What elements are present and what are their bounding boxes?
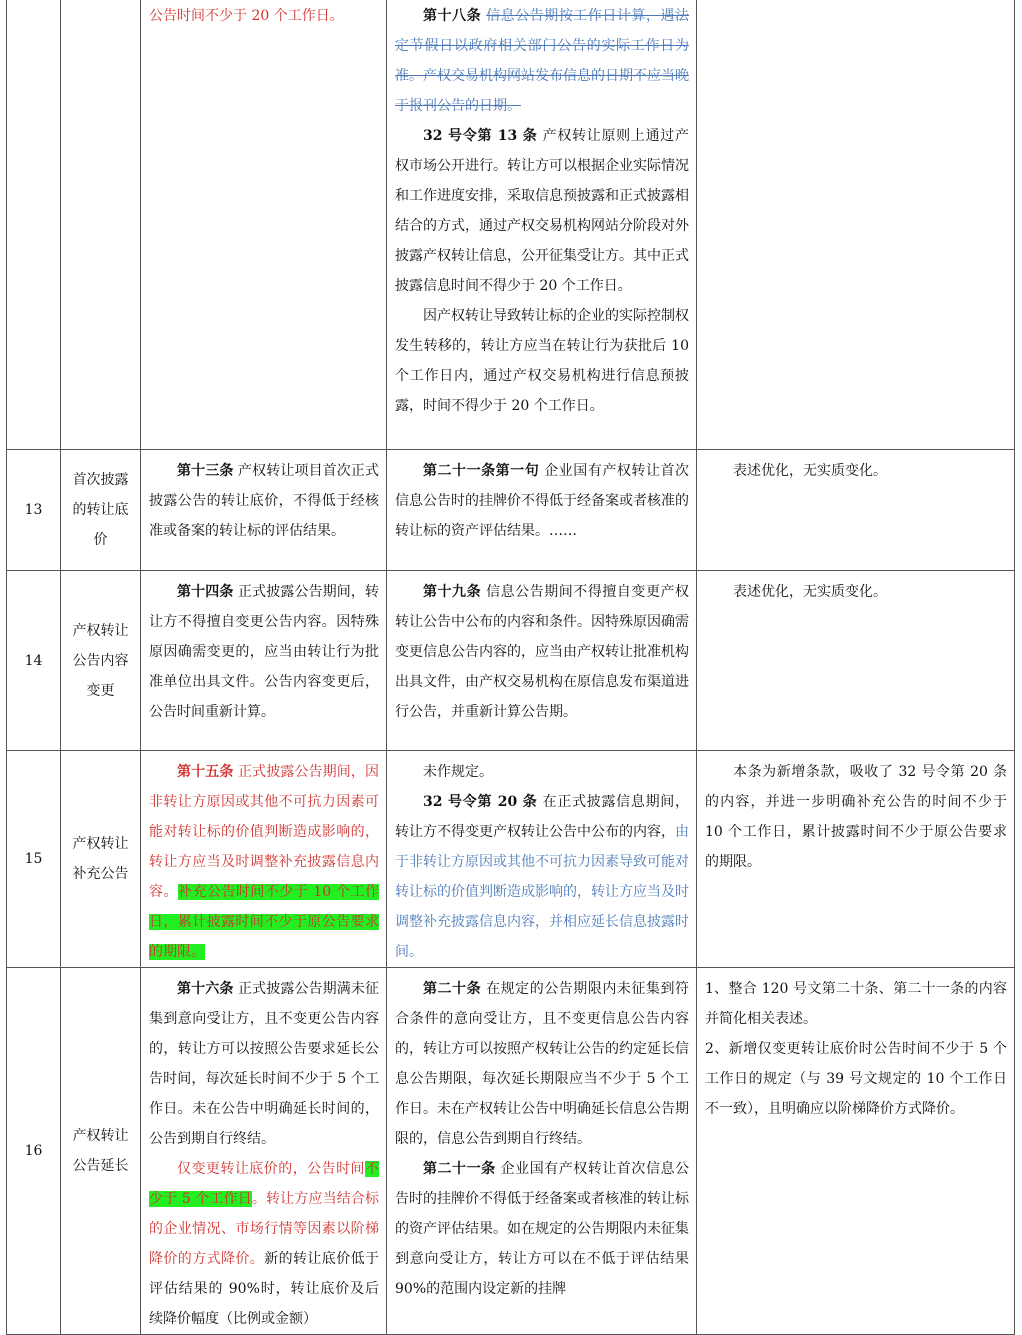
article-heading: 第二十一条第一句 <box>423 463 540 479</box>
text-run: 未作规定。 <box>423 764 493 780</box>
new-regulation-cell <box>141 968 387 1335</box>
comparison-note-cell <box>697 968 1015 1335</box>
old-regulation-paragraph <box>395 974 689 1154</box>
row-number: 15 <box>7 751 61 968</box>
text-run: 在正式披露信息期间，转让方不得变更产权转让公告中公布的内容， <box>395 794 689 840</box>
old-regulation-cell <box>387 968 697 1335</box>
old-regulation-cell <box>387 751 697 968</box>
text-run: 产权转让项目首次正式披露公告的转让底价，不得低于经核准或备案的转让标的评估结果。 <box>149 463 380 539</box>
item-name: 产权转让公告延长 <box>61 968 141 1335</box>
text-run: 表述优化，无实质变化。 <box>733 463 887 479</box>
old-regulation-paragraph <box>395 456 689 546</box>
item-name <box>61 0 141 450</box>
table-row <box>7 968 1015 1335</box>
table-row <box>7 751 1015 968</box>
text-run: 企业国有产权转让首次信息公告时的挂牌价不得低于经备案或者核准的转让标的资产评估结果。…… <box>395 463 690 539</box>
note-paragraph <box>705 757 1007 877</box>
article-heading: 第十八条 <box>423 8 482 24</box>
comparison-note-cell <box>697 0 1015 450</box>
new-regulation-paragraph <box>149 974 379 1154</box>
new-regulation-cell <box>141 751 387 968</box>
article-heading: 第十四条 <box>177 584 234 600</box>
text-run: 因产权转让导致转让标的企业的实际控制权发生转移的，转让方应当在转让行为获批后 10 个工作日内，通过产权交易机构进行信息预披露，时间不得少于 20 个工作日。 <box>395 308 689 414</box>
comparison-note-cell <box>697 450 1015 571</box>
new-regulation-paragraph <box>149 1154 379 1334</box>
text-run: 公告时间不少于 20 个工作日。 <box>149 8 344 24</box>
note-paragraph <box>705 974 1007 1034</box>
text-run: 1、整合 120 号文第二十条、第二十一条的内容并简化相关表述。 <box>705 981 1007 1027</box>
note-paragraph <box>705 456 1007 486</box>
text-run: 产权转让原则上通过产权市场公开进行。转让方可以根据企业实际情况和工作进度安排，采取信息预披露和正式披露相结合的方式，通过产权交易机构网站分阶段对外披露产权转让信息，公开征集受让方。其中正式披露信息时间不得少于 20 个工作日。 <box>395 128 689 294</box>
article-heading: 32 号令第 20 条 <box>423 794 538 810</box>
comparison-note-cell <box>697 571 1015 751</box>
article-heading: 第二十条 <box>423 981 482 997</box>
new-regulation-paragraph <box>149 1 379 31</box>
table-row <box>7 571 1015 751</box>
article-heading: 第十三条 <box>177 463 234 479</box>
text-run: 补充公告时间不少于 10 个工作日，累计披露时间不少于原公告要求的期限。 <box>149 884 380 960</box>
old-regulation-paragraph <box>395 577 689 727</box>
old-regulation-cell <box>387 0 697 450</box>
row-number: 14 <box>7 571 61 751</box>
old-regulation-paragraph <box>395 787 689 967</box>
old-regulation-cell <box>387 450 697 571</box>
row-number: 13 <box>7 450 61 571</box>
row-number: 16 <box>7 968 61 1335</box>
item-name: 首次披露的转让底价 <box>61 450 141 571</box>
text-run: 由于非转让方原因或其他不可抗力因素导致可能对转让标的价值判断造成影响的，转让方应当及时调整补充披露信息内容，并相应延长信息披露时间。 <box>395 824 689 960</box>
old-regulation-paragraph <box>395 121 689 301</box>
old-regulation-paragraph <box>395 1 689 121</box>
text-run: 企业国有产权转让首次信息公告时的挂牌价不得低于经备案或者核准的转让标的资产评估结果。如在规定的公告期限内未征集到意向受让方，转让方可以在不低于评估结果 90%的范围内设定新的挂牌 <box>395 1161 690 1297</box>
article-heading: 第十九条 <box>423 584 482 600</box>
row-number <box>7 0 61 450</box>
old-regulation-paragraph <box>395 301 689 421</box>
text-run: 正式披露公告期间，转让方不得擅自变更公告内容。因特殊原因确需变更的，应当由转让行为批准单位出具文件。公告内容变更后，公告时间重新计算。 <box>149 584 380 720</box>
old-regulation-paragraph <box>395 1154 689 1304</box>
table-row <box>7 450 1015 571</box>
item-name: 产权转让公告内容变更 <box>61 571 141 751</box>
new-regulation-paragraph <box>149 757 379 967</box>
text-run: 仅变更转让底价的，公告时间 <box>177 1161 365 1177</box>
text-run: 信息公告期间不得擅自变更产权转让公告中公布的内容和条件。因特殊原因确需变更信息公告内容的，应当由产权转让批准机构出具文件，由产权交易机构在原信息发布渠道进行公告，并重新计算公告期。 <box>395 584 689 720</box>
new-regulation-cell <box>141 450 387 571</box>
article-heading: 第二十一条 <box>423 1161 496 1177</box>
new-regulation-paragraph <box>149 577 379 727</box>
new-regulation-cell <box>141 571 387 751</box>
text-run: 本条为新增条款，吸收了 32 号令第 20 条的内容，并进一步明确补充公告的时间不少于 10 个工作日，累计披露时间不少于原公告要求的期限。 <box>705 764 1007 870</box>
text-run: 正式披露公告期满未征集到意向受让方，且不变更公告内容的，转让方可以按照公告要求延长公告时间，每次延长时间不少于 5 个工作日。未在公告中明确延长时间的，公告到期自行终结。 <box>149 981 380 1147</box>
comparison-note-cell <box>697 751 1015 968</box>
new-regulation-paragraph <box>149 456 379 546</box>
text-run: 信息公告期按工作日计算，遇法定节假日以政府相关部门公告的实际工作日为准。产权交易机构网站发布信息的日期不应当晚于报刊公告的日期。 <box>395 8 690 114</box>
text-run: 不少于 5 个工作日 <box>149 1161 379 1207</box>
note-paragraph <box>705 1034 1007 1124</box>
text-run: 。转让方应当结合标的企业情况、市场行情等因素以阶梯降价的方式降价。 <box>149 1191 379 1267</box>
text-run: 在规定的公告期限内未征集到符合条件的意向受让方，且不变更信息公告内容的，转让方可以按照产权转让公告的约定延长信息公告期限，每次延长期限应当不少于 5 个工作日。未在产权转让公告中明确延长信息公告期限的，信息公告到期自行终结。 <box>395 981 689 1147</box>
old-regulation-paragraph <box>395 757 689 787</box>
article-heading: 第十六条 <box>177 981 234 997</box>
text-run: 2、新增仅变更转让底价时公告时间不少于 5 个工作日的规定（与 39 号文规定的 10 个工作日不一致），且明确应以阶梯降价方式降价。 <box>705 1041 1007 1117</box>
comparison-table <box>6 0 1015 1335</box>
old-regulation-cell <box>387 571 697 751</box>
article-heading: 第十五条 <box>177 764 234 780</box>
text-run: 正式披露公告期间，因非转让方原因或其他不可抗力因素可能对转让标的价值判断造成影响的，转让方应当及时调整补充披露信息内容。 <box>149 764 380 900</box>
new-regulation-cell <box>141 0 387 450</box>
text-run: 表述优化，无实质变化。 <box>733 584 887 600</box>
article-heading: 32 号令第 13 条 <box>423 128 538 144</box>
text-run: 新的转让底价低于评估结果的 90%时，转让底价及后续降价幅度（比例或金额） <box>149 1251 380 1327</box>
table-row <box>7 0 1015 450</box>
note-paragraph <box>705 577 1007 607</box>
item-name: 产权转让补充公告 <box>61 751 141 968</box>
